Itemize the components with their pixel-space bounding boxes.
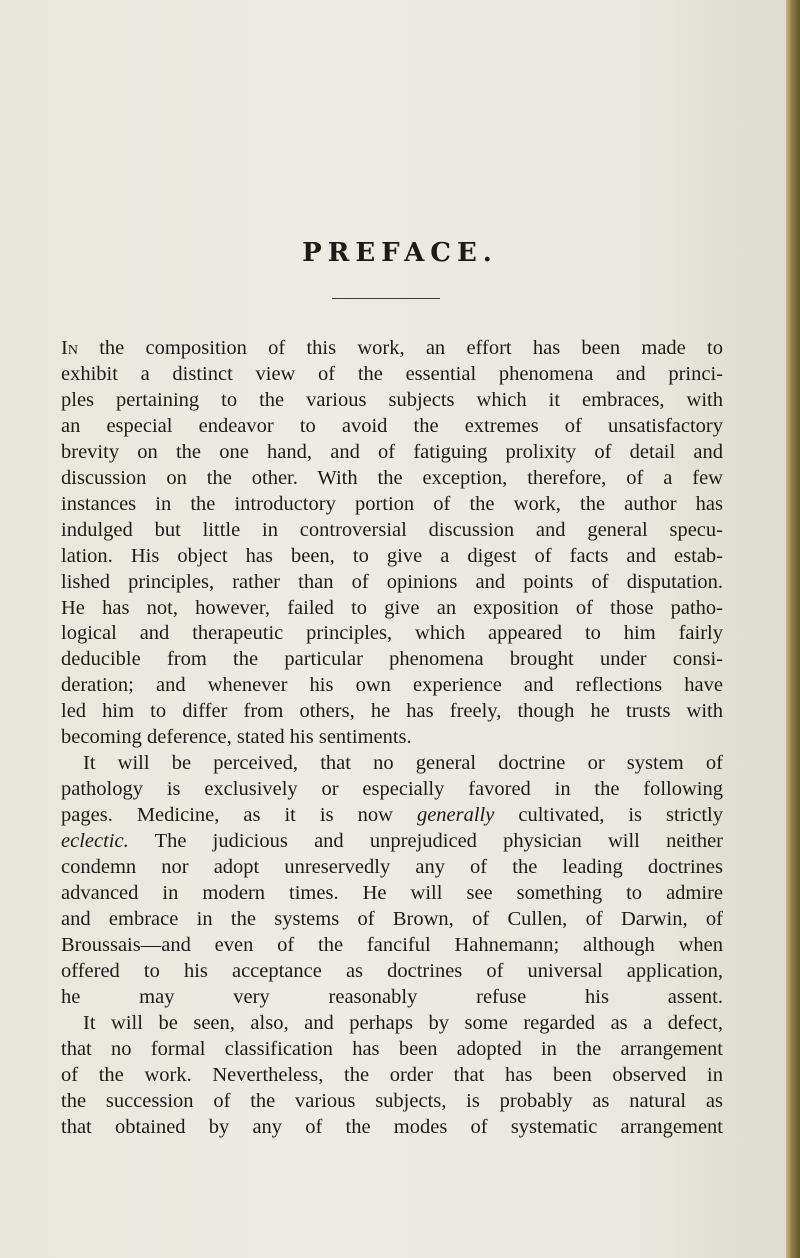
- italic-text: generally: [416, 804, 495, 827]
- text-line: lation. His object has been, to give a digest of facts and estab-: [61, 544, 723, 567]
- text-line: lished principles, rather than of opinions and points of disputation.: [61, 570, 723, 593]
- text-line: It will be perceived, that no general doctrine or system of: [83, 752, 723, 775]
- text-line: indulged but little in controversial discussion and general specu-: [61, 518, 723, 541]
- text-line: that no formal classification has been adopted in the arrangement: [61, 1037, 723, 1060]
- preface-body: [61, 336, 723, 1141]
- text-line: Broussais—and even of the fanciful Hahnemann; although when: [61, 933, 723, 956]
- text-line: of the work. Nevertheless, the order that has been observed in: [61, 1063, 723, 1086]
- text-segment: pages. Medicine, as it is now: [61, 804, 417, 827]
- text-line: deducible from the particular phenomena brought under consi-: [61, 648, 723, 671]
- text-line: He has not, however, failed to give an exposition of those patho-: [61, 596, 723, 619]
- title-rule-divider: [332, 298, 440, 299]
- text-line: the succession of the various subjects, is probably as natural as: [61, 1089, 723, 1112]
- text-line: offered to his acceptance as doctrines of universal application,: [61, 959, 723, 982]
- text-line: logical and therapeutic principles, which appeared to him fairly: [61, 622, 723, 645]
- text-line: brevity on the one hand, and of fatiguing prolixity of detail and: [61, 440, 723, 463]
- text-segment: cultivated, is strictly: [494, 804, 723, 827]
- text-line: [61, 803, 723, 829]
- book-spine-edge: [786, 0, 800, 1258]
- text-line: led him to differ from others, he has freely, though he trusts with: [61, 700, 723, 723]
- text-line: It will be seen, also, and perhaps by some regarded as a defect,: [83, 1011, 723, 1034]
- line-rest: the composition of this work, an effort has been made to: [77, 337, 723, 359]
- text-line: deration; and whenever his own experience and reflections have: [61, 674, 723, 697]
- italic-text: eclectic.: [61, 830, 129, 853]
- text-line: advanced in modern times. He will see something to admire: [61, 882, 723, 905]
- text-line: discussion on the other. With the exception, therefore, of a few: [61, 466, 723, 489]
- text-line: instances in the introductory portion of the work, the author has: [61, 492, 723, 515]
- text-line: exhibit a distinct view of the essential phenomena and princi-: [61, 362, 723, 385]
- text-line: pathology is exclusively or especially favored in the following: [61, 778, 723, 801]
- text-line: [61, 829, 723, 855]
- text-line: condemn nor adopt unreservedly any of the leading doctrines: [61, 856, 723, 879]
- text-segment: The judicious and unprejudiced physician will neither: [128, 830, 723, 853]
- text-line: he may very reasonably refuse his assent.: [61, 985, 723, 1008]
- text-line: an especial endeavor to avoid the extremes of unsatisfactory: [61, 414, 723, 437]
- page-title: PREFACE.: [302, 238, 498, 268]
- text-line: and embrace in the systems of Brown, of Cullen, of Darwin, of: [61, 907, 723, 930]
- text-line: ples pertaining to the various subjects which it embraces, with: [61, 388, 723, 411]
- text-line: In the composition of this work, an effort has been made to: [61, 337, 723, 359]
- text-line: that obtained by any of the modes of systematic arrangement: [61, 1115, 723, 1138]
- text-line: becoming deference, stated his sentiments.: [61, 726, 412, 749]
